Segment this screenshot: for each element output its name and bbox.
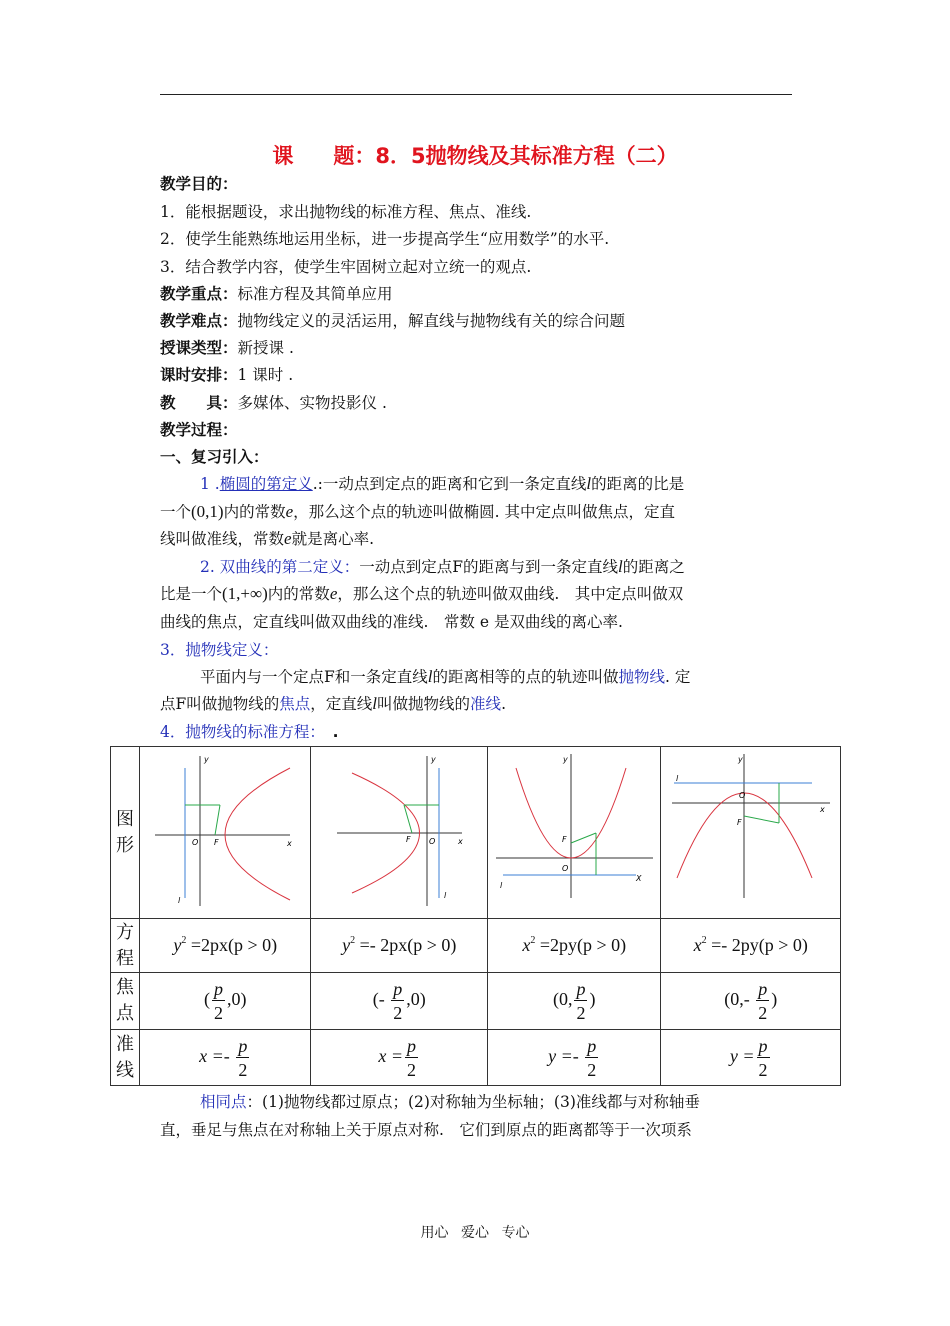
ellipse-def-line2: 一个(0,1)内的常数e，那么这个点的轨迹叫做椭圆. 其中定点叫做焦点，定直	[160, 502, 676, 521]
origin-label: O	[738, 791, 746, 800]
directrix-cell: y =- $\frac{p}{2}$	[487, 1030, 660, 1086]
ellipse-def-line1: 1 .椭圆的第定义.:一动点到定点的距离和它到一条定直线l的距离的比是	[200, 474, 685, 493]
focus-cell: (- $\frac{p}{2}$ ,0)	[311, 973, 488, 1030]
directrix-label: l	[500, 881, 503, 890]
goal-item: 2．使学生能熟练地运用坐标，进一步提高学生“应用数学”的水平.	[160, 230, 610, 248]
equation-cell: $y^2 =2px(p > 0)$	[140, 919, 311, 973]
goal-item: 3．结合教学内容，使学生牢固树立起对立统一的观点.	[160, 258, 532, 276]
graph-opens-down	[661, 747, 841, 919]
axis-label-y: y	[430, 755, 436, 764]
axis-label-x: x	[287, 839, 292, 848]
origin-label: O	[192, 838, 199, 847]
goals-heading: 教学目的：	[160, 175, 238, 193]
meta-process: 教学过程：	[160, 421, 238, 439]
meta-schedule: 课时安排：1 课时 .	[160, 366, 294, 384]
focus-label: F	[736, 818, 742, 827]
review-heading: 一、复习引入：	[160, 448, 269, 466]
common-points-line1: 相同点：(1)抛物线都过原点；(2)对称轴为坐标轴；(3)准线都与对称轴垂	[200, 1093, 700, 1111]
directrix-cell: x =- $\frac{p}{2}$	[140, 1030, 311, 1086]
graph-opens-up	[487, 747, 660, 919]
row-head-directrix: 准 线	[111, 1030, 140, 1086]
focus-cell: ( $\frac{p}{2}$ ,0)	[140, 973, 311, 1030]
focus-cell: (0,- $\frac{p}{2}$ )	[661, 973, 841, 1030]
guide-line	[744, 816, 779, 823]
hyperbola-def-line3: 曲线的焦点，定直线叫做双曲线的准线. 常数 e 是双曲线的离心率.	[160, 613, 623, 631]
focus-label: F	[562, 835, 567, 844]
equation-cell: $x^2 =2py(p > 0)$	[487, 919, 660, 973]
guide-line	[215, 805, 220, 835]
axis-label-x: x	[819, 805, 825, 814]
equation-cell: $x^2 =- 2py(p > 0)$	[661, 919, 841, 973]
graph-svg	[140, 748, 310, 913]
focus-label: F	[405, 835, 411, 844]
row-head-focus: 焦 点	[111, 973, 140, 1030]
header-rule	[160, 94, 792, 95]
parabola-def-line2: 点F叫做抛物线的焦点，定直线l叫做抛物线的准线.	[160, 694, 506, 713]
directrix-cell: x = $\frac{p}{2}$	[311, 1030, 488, 1086]
graph-opens-right	[140, 747, 311, 919]
graph-svg	[488, 748, 660, 913]
graph-opens-left	[311, 747, 488, 919]
meta-key-points: 教学重点：标准方程及其简单应用	[160, 285, 393, 303]
parabola-curve	[225, 768, 290, 900]
row-head-equation: 方 程	[111, 919, 140, 973]
row-head-graph: 图 形	[111, 747, 140, 919]
axis-label-y: y	[737, 755, 743, 764]
hyperbola-def-line2: 比是一个(1,+∞)内的常数e，那么这个点的轨迹叫做双曲线. 其中定点叫做双	[160, 584, 684, 603]
meta-tools: 教 具：多媒体、实物投影仪 .	[160, 394, 387, 412]
graph-svg	[312, 748, 487, 913]
directrix-label: l	[178, 896, 181, 905]
common-points-line2: 直，垂足与焦点在对称轴上关于原点对称. 它们到原点的距离都等于一次项系	[160, 1121, 692, 1139]
focus-label: F	[214, 838, 219, 847]
page-title: 课 题：8．5抛物线及其标准方程（二）	[272, 144, 678, 168]
ellipse-def-line3: 线叫做准线，常数e就是离心率.	[160, 529, 374, 548]
axis-label-y: y	[204, 755, 209, 764]
hyperbola-def-line1: 2. 双曲线的第二定义：一动点到定点F的距离与到一条定直线l的距离之	[200, 557, 685, 576]
guide-line	[571, 833, 596, 843]
parabola-def-heading: 3．抛物线定义：	[160, 641, 279, 659]
directrix-cell: y = $\frac{p}{2}$	[661, 1030, 841, 1086]
meta-class-type: 授课类型：新授课 .	[160, 339, 294, 357]
standard-eq-heading: 4．抛物线的标准方程： .	[160, 723, 339, 741]
origin-label: O	[562, 864, 569, 873]
axis-label-y: y	[563, 755, 568, 764]
directrix-label: l	[675, 774, 678, 783]
origin-label: O	[428, 837, 436, 846]
goal-item: 1．能根据题设，求出抛物线的标准方程、焦点、准线.	[160, 203, 532, 221]
equation-cell: $y^2 =- 2px(p > 0)$	[311, 919, 488, 973]
directrix-label: l	[443, 891, 446, 900]
graph-svg	[662, 748, 840, 913]
parabola-table	[110, 746, 841, 1086]
meta-difficulty: 教学难点：抛物线定义的灵活运用，解直线与抛物线有关的综合问题	[160, 312, 626, 330]
focus-cell: (0, $\frac{p}{2}$ )	[487, 973, 660, 1030]
parabola-def-line1: 平面内与一个定点F和一条定直线l的距离相等的点的轨迹叫做抛物线. 定	[200, 667, 691, 686]
axis-label-x: X	[636, 874, 642, 883]
page-footer: 用心 爱心 专心	[420, 1225, 530, 1241]
axis-label-x: x	[457, 837, 463, 846]
guide-line	[404, 805, 412, 833]
